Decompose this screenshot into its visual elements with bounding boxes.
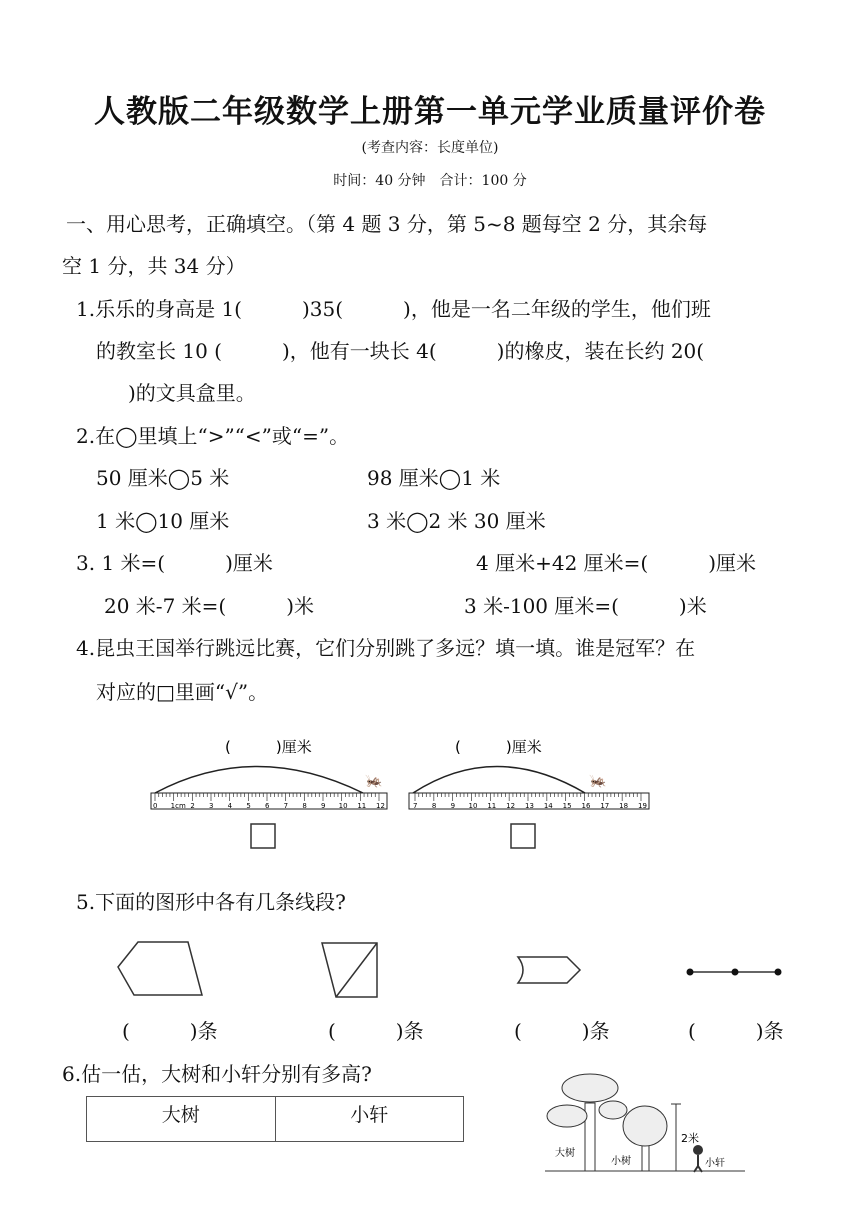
ruler1-tick-label: 7 xyxy=(283,802,289,810)
ruler2-tick-label: 10 xyxy=(468,802,478,810)
ruler-1 xyxy=(151,738,387,848)
q6-answer-table xyxy=(86,1096,464,1142)
ruler1-tick-label: 5 xyxy=(246,802,251,810)
ruler2-tick-label: 19 xyxy=(638,802,647,810)
ruler2-tick-label: 18 xyxy=(619,802,629,810)
shape-segment-with-points xyxy=(687,969,782,976)
ruler2-tick-label: 12 xyxy=(506,802,516,810)
q5-answer-3: ( )条 xyxy=(514,1019,610,1043)
ruler2-tick-label: 11 xyxy=(487,802,497,810)
ruler2-tick-label: 15 xyxy=(562,802,572,810)
exam-meta: 时间：40 分钟 合计：100 分 xyxy=(333,173,527,189)
q5-answer-2: ( )条 xyxy=(328,1019,424,1043)
q4-rulers-figure xyxy=(145,730,655,855)
ruler1-insect-icon: 🦗 xyxy=(365,773,383,789)
ruler1-tick-label: 8 xyxy=(302,802,307,810)
q2-intro: 2.在◯里填上“>”“<”或“=”。 xyxy=(76,424,350,448)
q5-answer-4: ( )条 xyxy=(688,1019,784,1043)
q6-col-big-tree[interactable]: 大树 xyxy=(161,1104,200,1126)
ruler1-tick-label: 6 xyxy=(265,802,270,810)
ruler2-answer-label: ( )厘米 xyxy=(455,738,542,756)
height-marker xyxy=(671,1104,681,1171)
q2-item-d: 3 米◯2 米 30 厘米 xyxy=(367,509,546,533)
q3-item-b: 4 厘米+42 厘米=( )厘米 xyxy=(476,551,757,575)
q6-trees-figure xyxy=(545,1068,785,1178)
ruler1-tick-label: 9 xyxy=(321,802,326,810)
ruler1-checkbox[interactable] xyxy=(251,824,275,848)
person-icon xyxy=(693,1145,703,1172)
ruler1-tick-label: 2 xyxy=(190,802,195,810)
shape-arrow xyxy=(518,957,580,983)
q2-item-a: 50 厘米◯5 米 xyxy=(96,466,230,490)
q3-item-c: 20 米-7 米=( )米 xyxy=(104,594,315,618)
q3-item-a: 3. 1 米=( )厘米 xyxy=(76,551,273,575)
ruler2-insect-icon: 🦗 xyxy=(589,773,607,789)
subtitle: (考查内容：长度单位) xyxy=(361,140,499,156)
big-tree-label: 大树 xyxy=(555,1148,575,1159)
page-title: 人教版二年级数学上册第一单元学业质量评价卷 xyxy=(94,94,766,130)
ruler1-tick-label: 0 xyxy=(153,802,158,810)
q5-shapes-figure xyxy=(100,935,800,1010)
section1-heading-line2: 空 1 分，共 34 分） xyxy=(62,254,246,278)
shape-square-with-diagonal xyxy=(322,943,377,997)
q5-intro: 5.下面的图形中各有几条线段? xyxy=(76,890,346,914)
ruler1-tick-label: 1cm xyxy=(170,802,186,810)
q6-intro: 6.估一估，大树和小轩分别有多高? xyxy=(62,1062,372,1086)
height-label: 2米 xyxy=(681,1132,699,1145)
ruler1-jump-arc xyxy=(155,767,363,794)
ruler2-tick-label: 14 xyxy=(543,802,553,810)
ruler2-tick-label: 7 xyxy=(413,802,418,810)
ruler2-checkbox[interactable] xyxy=(511,824,535,848)
ruler-2 xyxy=(409,738,649,848)
q2-item-b: 98 厘米◯1 米 xyxy=(367,466,501,490)
small-tree-label: 小树 xyxy=(611,1156,631,1167)
ruler2-tick-label: 16 xyxy=(581,802,591,810)
shape-pentagon xyxy=(118,942,202,995)
section1-heading-line1: 一、用心思考，正确填空。（第 4 题 3 分，第 5~8 题每空 2 分，其余每 xyxy=(66,212,708,236)
ruler2-tick-label: 13 xyxy=(525,802,534,810)
q3-item-d: 3 米-100 厘米=( )米 xyxy=(464,594,707,618)
ruler1-tick-label: 4 xyxy=(227,802,233,810)
ruler2-tick-label: 9 xyxy=(450,802,456,810)
q4-line2: 对应的□里画“√”。 xyxy=(96,680,269,704)
q2-item-c: 1 米◯10 厘米 xyxy=(96,509,230,533)
ruler2-tick-label: 8 xyxy=(431,802,437,810)
q1-line2: 的教室长 10 ( )，他有一块长 4( )的橡皮，装在长约 20( xyxy=(96,339,705,363)
ruler1-tick-label: 12 xyxy=(376,802,385,810)
q1-line3: )的文具盒里。 xyxy=(128,381,256,405)
ruler1-tick-label: 3 xyxy=(209,802,214,810)
ruler2-tick-label: 17 xyxy=(600,802,610,810)
q5-answer-1: ( )条 xyxy=(122,1019,218,1043)
person-label: 小轩 xyxy=(705,1158,725,1169)
ruler1-tick-label: 11 xyxy=(357,802,367,810)
q1-line1: 1.乐乐的身高是 1( )35( )，他是一名二年级的学生，他们班 xyxy=(76,297,711,321)
q4-line1: 4.昆虫王国举行跳远比赛，它们分别跳了多远？填一填。谁是冠军？在 xyxy=(76,636,696,660)
ruler1-tick-label: 10 xyxy=(338,802,348,810)
q6-col-xiaoxuan[interactable]: 小轩 xyxy=(275,1097,464,1141)
ruler1-answer-label: ( )厘米 xyxy=(225,738,312,756)
ruler2-jump-arc xyxy=(413,767,585,794)
